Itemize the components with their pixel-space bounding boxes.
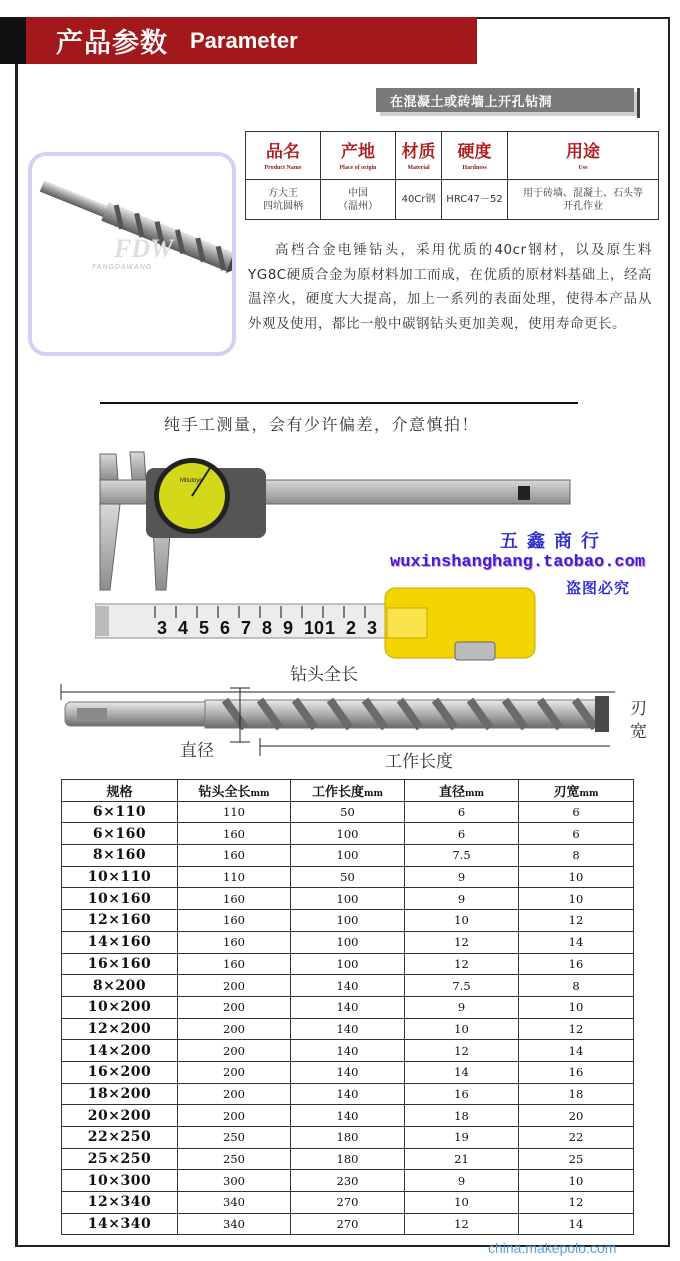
table-cell: 200 (178, 996, 291, 1018)
table-cell: 50 (291, 866, 405, 888)
table-cell: 14×340 (62, 1213, 178, 1235)
table-row (62, 1040, 634, 1062)
table-cell: 300 (178, 1170, 291, 1192)
size-header-spec: 规格 (62, 780, 178, 802)
table-cell: 12×340 (62, 1192, 178, 1214)
table-cell: 6×110 (62, 801, 178, 823)
label-working-length: 工作长度 (385, 752, 453, 772)
table-cell: 200 (178, 1061, 291, 1083)
table-cell: 100 (291, 910, 405, 932)
table-cell: 10 (405, 1018, 519, 1040)
tape-number: 7 (241, 618, 252, 638)
table-cell: 100 (291, 953, 405, 975)
table-cell: 200 (178, 1083, 291, 1105)
tape-number: 6 (220, 618, 231, 638)
table-cell: 12×200 (62, 1018, 178, 1040)
table-cell: 140 (291, 1018, 405, 1040)
size-header-blade-width: 刃宽mm (519, 780, 634, 802)
table-cell: 100 (291, 888, 405, 910)
table-cell: 6 (405, 801, 519, 823)
table-cell: 19 (405, 1127, 519, 1149)
table-cell: 6×160 (62, 823, 178, 845)
table-cell: 180 (291, 1148, 405, 1170)
table-cell: 22×250 (62, 1127, 178, 1149)
label-blade-width-1: 刃 (630, 699, 647, 719)
table-cell: 340 (178, 1192, 291, 1214)
table-cell: 110 (178, 866, 291, 888)
table-row (62, 1213, 634, 1235)
header-title-cn: 产品参数 (56, 28, 168, 59)
size-header-diameter: 直径mm (405, 780, 519, 802)
tape-number: 2 (346, 618, 357, 638)
table-cell: 200 (178, 975, 291, 997)
table-cell: 10×300 (62, 1170, 178, 1192)
table-cell: 16×160 (62, 953, 178, 975)
table-cell: 16 (519, 953, 634, 975)
table-cell: 14 (519, 1213, 634, 1235)
table-row (62, 1018, 634, 1040)
label-total-length: 钻头全长 (290, 665, 358, 685)
table-cell: 200 (178, 1018, 291, 1040)
spec-cell-use: 用于砖墙、混凝土、石头等 开孔作业 (508, 180, 659, 220)
section-divider (100, 402, 578, 404)
caliper-brand-label: Mitutoyo (180, 478, 203, 484)
table-cell: 12 (519, 1192, 634, 1214)
table-cell: 100 (291, 845, 405, 867)
table-cell: 18×200 (62, 1083, 178, 1105)
table-cell: 8 (519, 975, 634, 997)
spec-header-origin: 产地 Place of origin (321, 132, 396, 180)
header-title-en: Parameter (190, 27, 298, 53)
size-header-total-length: 钻头全长mm (178, 780, 291, 802)
table-row (62, 1148, 634, 1170)
table-row (62, 996, 634, 1018)
table-cell: 340 (178, 1213, 291, 1235)
spec-header-material: 材质 Material (396, 132, 442, 180)
table-cell: 9 (405, 866, 519, 888)
table-cell: 20 (519, 1105, 634, 1127)
table-cell: 16×200 (62, 1061, 178, 1083)
table-cell: 250 (178, 1127, 291, 1149)
table-row (62, 1105, 634, 1127)
product-description: 高档合金电锤钻头，采用优质的40cr钢材，以及原生料YG8C硬质合金为原材料加工而成，在优质的原材料基础上，经高温淬火，硬度大大提高，加上一系列的表面处理，使得本产品从外观及使用，都比一般中碳钢钻头更加美观，使用寿命更长。 (248, 242, 652, 332)
spec-header-name: 品名 Product Name (246, 132, 321, 180)
table-row (62, 975, 634, 997)
table-row (62, 1061, 634, 1083)
table-row (62, 1192, 634, 1214)
table-cell: 20×200 (62, 1105, 178, 1127)
table-cell: 16 (519, 1061, 634, 1083)
table-cell: 10 (519, 866, 634, 888)
table-cell: 160 (178, 910, 291, 932)
table-cell: 22 (519, 1127, 634, 1149)
table-cell: 110 (178, 801, 291, 823)
table-row (62, 845, 634, 867)
table-cell: 14×200 (62, 1040, 178, 1062)
table-cell: 12 (405, 953, 519, 975)
table-cell: 8×200 (62, 975, 178, 997)
table-row (62, 910, 634, 932)
shop-warning: 盗图必究 (566, 579, 631, 597)
table-cell: 200 (178, 1105, 291, 1127)
product-watermark-logo: FDW (114, 234, 174, 263)
table-cell: 14 (405, 1061, 519, 1083)
table-cell: 14×160 (62, 931, 178, 953)
table-row (62, 1170, 634, 1192)
tape-number: 4 (178, 618, 189, 638)
table-cell: 160 (178, 953, 291, 975)
table-cell: 160 (178, 845, 291, 867)
table-cell: 140 (291, 1105, 405, 1127)
table-cell: 14 (519, 931, 634, 953)
tape-number: 5 (199, 618, 210, 638)
table-cell: 12 (519, 1018, 634, 1040)
section-header (26, 17, 477, 64)
drill-diagram (55, 680, 615, 770)
table-cell: 18 (405, 1105, 519, 1127)
table-cell: 50 (291, 801, 405, 823)
spec-cell-name: 方大王 四坑圆柄 (246, 180, 321, 220)
table-cell: 9 (405, 888, 519, 910)
table-cell: 12 (405, 1040, 519, 1062)
spec-cell-origin: 中国 （温州） (321, 180, 396, 220)
table-cell: 8×160 (62, 845, 178, 867)
tape-measure-image (95, 580, 545, 670)
tape-number: 1 (325, 618, 336, 638)
table-cell: 9 (405, 996, 519, 1018)
table-cell: 140 (291, 1083, 405, 1105)
table-cell: 25×250 (62, 1148, 178, 1170)
spec-cell-material: 40Cr钢 (396, 180, 442, 220)
table-cell: 16 (405, 1083, 519, 1105)
table-cell: 6 (405, 823, 519, 845)
table-cell: 10 (519, 1170, 634, 1192)
table-cell: 7.5 (405, 845, 519, 867)
usage-banner: 在混凝土或砖墙上开孔钻洞 (376, 88, 634, 112)
spec-cell-hardness: HRC47－52 (442, 180, 508, 220)
tape-number: 10 (304, 618, 325, 638)
table-row (62, 1127, 634, 1149)
tape-number: 8 (262, 618, 273, 638)
table-cell: 160 (178, 823, 291, 845)
shop-url: wuxinshanghang.taobao.com (390, 553, 646, 572)
table-cell: 10 (405, 1192, 519, 1214)
table-row (62, 953, 634, 975)
table-cell: 12 (405, 1213, 519, 1235)
table-cell: 270 (291, 1213, 405, 1235)
table-cell: 6 (519, 801, 634, 823)
table-cell: 270 (291, 1192, 405, 1214)
table-cell: 100 (291, 823, 405, 845)
label-diameter: 直径 (180, 741, 214, 761)
table-cell: 7.5 (405, 975, 519, 997)
header-left-bar (0, 17, 26, 64)
tape-number: 3 (367, 618, 378, 638)
table-cell: 10 (519, 888, 634, 910)
measurement-note: 纯手工测量，会有少许偏差，介意慎拍！ (164, 415, 480, 434)
table-cell: 140 (291, 1061, 405, 1083)
table-cell: 18 (519, 1083, 634, 1105)
table-row (62, 888, 634, 910)
table-cell: 10 (519, 996, 634, 1018)
table-row (62, 931, 634, 953)
table-row (62, 1083, 634, 1105)
spec-header-use: 用途 Use (508, 132, 659, 180)
spec-header-hardness: 硬度 Hardness (442, 132, 508, 180)
table-cell: 140 (291, 1040, 405, 1062)
table-cell: 160 (178, 888, 291, 910)
shop-name: 五鑫商行 (500, 531, 608, 552)
table-cell: 160 (178, 931, 291, 953)
product-image-box (28, 152, 236, 356)
table-cell: 8 (519, 845, 634, 867)
table-cell: 250 (178, 1148, 291, 1170)
size-table (61, 779, 634, 1235)
table-cell: 140 (291, 996, 405, 1018)
table-cell: 12×160 (62, 910, 178, 932)
frame-top-line (477, 17, 670, 19)
table-cell: 230 (291, 1170, 405, 1192)
footer-watermark: china.makepolo.com (488, 1240, 617, 1256)
label-blade-width-2: 宽 (630, 722, 647, 742)
tape-number: 3 (157, 618, 168, 638)
table-cell: 12 (519, 910, 634, 932)
table-cell: 6 (519, 823, 634, 845)
tape-number: 9 (283, 618, 294, 638)
table-cell: 25 (519, 1148, 634, 1170)
product-watermark: FANGDAWANG (92, 264, 153, 271)
table-cell: 180 (291, 1127, 405, 1149)
table-row (62, 823, 634, 845)
caliper-image (60, 440, 580, 600)
table-cell: 140 (291, 975, 405, 997)
table-cell: 12 (405, 931, 519, 953)
table-cell: 21 (405, 1148, 519, 1170)
spec-table (245, 131, 659, 220)
table-cell: 14 (519, 1040, 634, 1062)
table-row (62, 801, 634, 823)
table-cell: 100 (291, 931, 405, 953)
table-cell: 9 (405, 1170, 519, 1192)
table-row (62, 866, 634, 888)
table-cell: 10×110 (62, 866, 178, 888)
table-cell: 10×160 (62, 888, 178, 910)
size-header-working-length: 工作长度mm (291, 780, 405, 802)
table-cell: 10×200 (62, 996, 178, 1018)
table-cell: 10 (405, 910, 519, 932)
table-cell: 200 (178, 1040, 291, 1062)
